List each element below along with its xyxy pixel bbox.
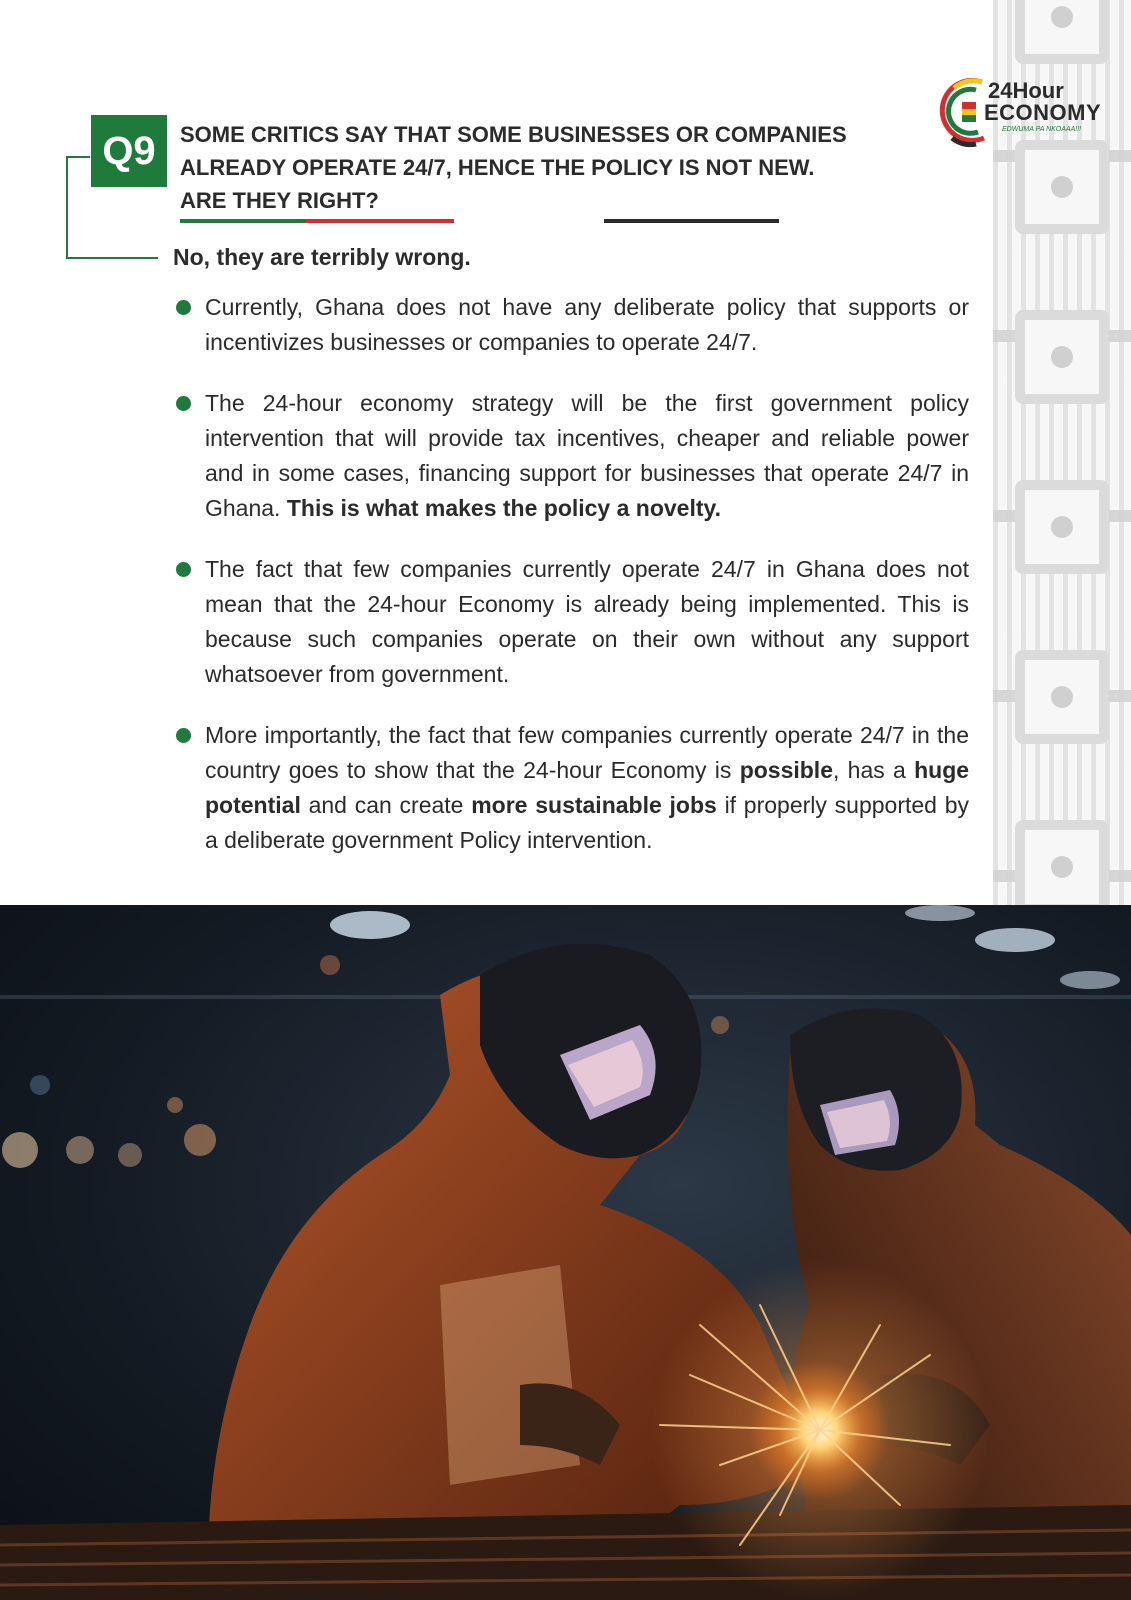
answer-lead: No, they are terribly wrong. (173, 244, 471, 270)
question-line: SOME CRITICS SAY THAT SOME BUSINESSES OR COMPANIES (180, 122, 847, 147)
bullet-dot-icon (176, 396, 191, 411)
logo (932, 70, 1107, 150)
logo-tagline: EDWUMA PA NKOAAA!!! (1002, 126, 1082, 133)
pattern-motif (1015, 480, 1109, 574)
bracket-line (66, 156, 68, 259)
bullet-text: and can create (308, 792, 464, 818)
welders-illustration (0, 905, 1131, 1600)
underline-dark (604, 219, 779, 223)
bullet-text: The fact that few companies currently operate 24/7 in Ghana does not mean that the 24-hour Economy is already being implemented. This is because such companies operate on their own without any support whatsoever from government. (205, 556, 969, 687)
bullet-text: Currently, Ghana does not have any deliberate policy that supports or incentivizes businesses or companies to operate 24/7. (205, 294, 969, 355)
bullet-text: , has a (833, 757, 906, 783)
bullet-dot-icon (176, 562, 191, 577)
list-item (176, 718, 969, 858)
pattern-motif (1015, 650, 1109, 744)
welders-photo (0, 905, 1131, 1600)
list-item (176, 552, 969, 692)
bullet-text: The 24-hour economy strategy will be the first government policy intervention that will provide tax incentives, cheaper and reliable power and in some cases, financing support for businesses that operate 24/7 in Ghana. (205, 390, 969, 521)
pattern-motif (1015, 310, 1109, 404)
question-line: ALREADY OPERATE 24/7, HENCE THE POLICY IS NOT NEW. (180, 155, 815, 180)
bullet-emphasis: possible (739, 757, 833, 783)
underline-red (306, 219, 454, 223)
bracket-line (66, 257, 158, 259)
logo-word: ECONOMY (984, 100, 1102, 125)
underline-green (180, 219, 306, 223)
question-line: ARE THEY RIGHT? (180, 188, 379, 213)
logo-title: 24Hour (988, 78, 1064, 103)
pattern-motif (1015, 820, 1109, 905)
bullet-text: if properly supported by a deliberate government Policy intervention. (205, 792, 969, 853)
question-number-badge: Q9 (91, 115, 167, 187)
bullet-emphasis: huge potential (205, 757, 970, 818)
bullet-emphasis: more sustainable jobs (471, 792, 717, 818)
pattern-motif (1015, 0, 1109, 64)
pattern-motif (1015, 140, 1109, 234)
bullet-dot-icon (176, 728, 191, 743)
bullet-dot-icon (176, 300, 191, 315)
answer-bullets (176, 290, 969, 858)
question-heading (180, 118, 940, 217)
bullet-emphasis: This is what makes the policy a novelty. (286, 495, 722, 521)
list-item (176, 386, 969, 526)
list-item (176, 290, 969, 360)
bullet-text: More importantly, the fact that few companies currently operate 24/7 in the country goes to show that the 24-hour Economy is (205, 722, 969, 783)
bracket-line (66, 156, 90, 158)
